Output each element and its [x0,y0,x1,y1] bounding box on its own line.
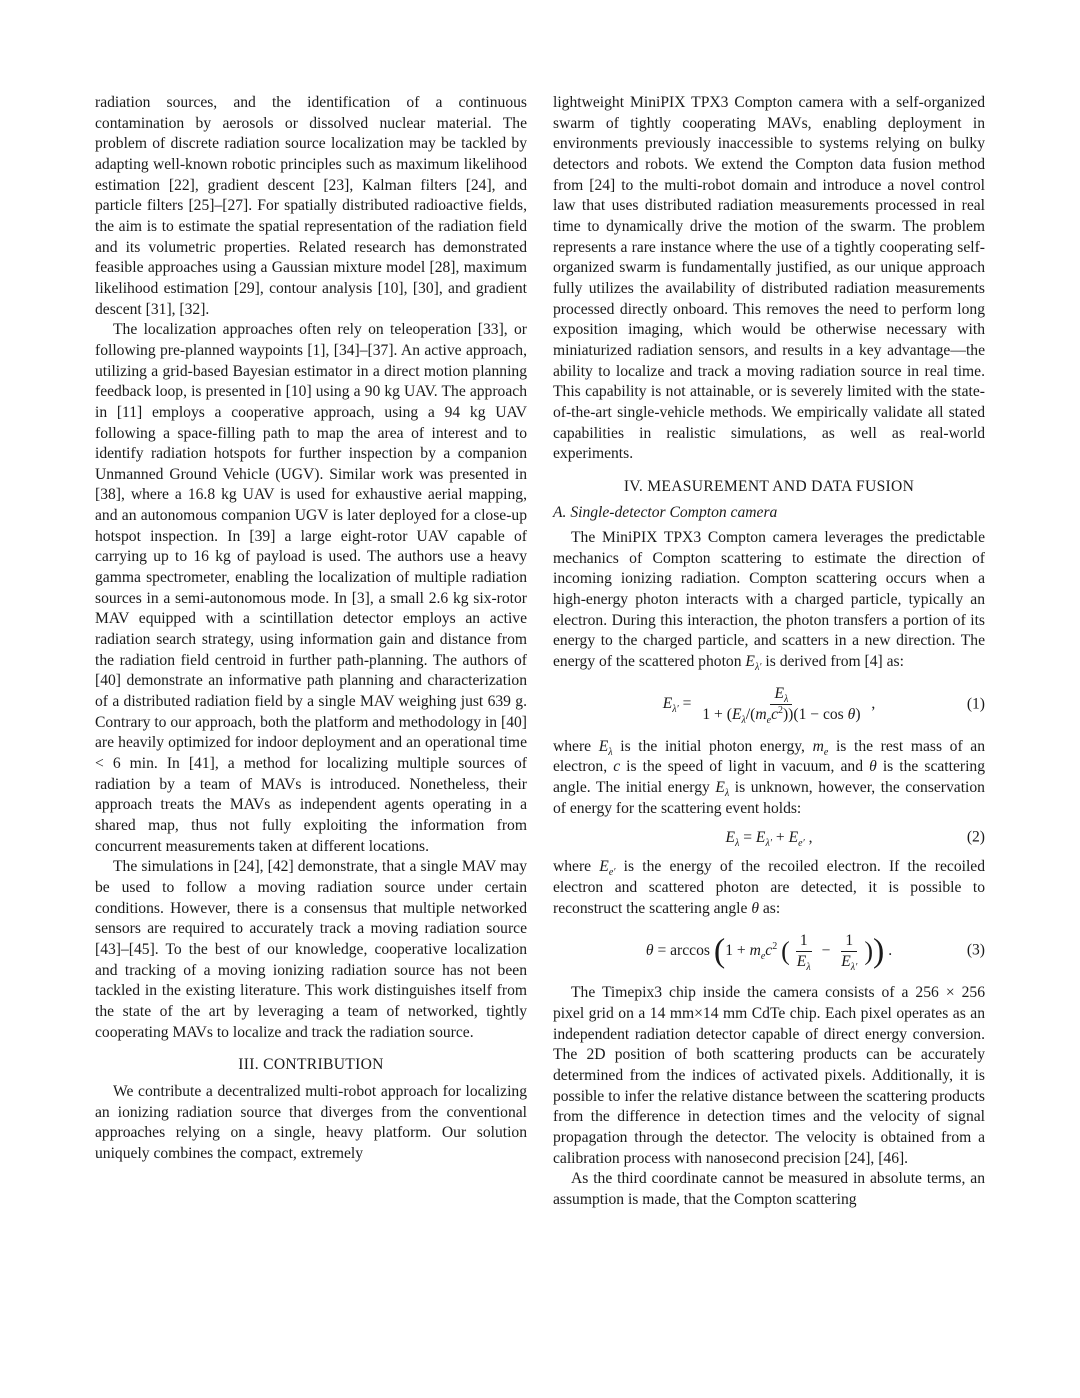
equation-1-body: $E_{\lambda'}$ = $\frac{E_\lambda}{1 + (E_\lambda/(m_ec^2))(1 - \cos \theta)}$ , [662,685,876,727]
equation-3 [553,923,985,979]
section-3-heading: III. CONTRIBUTION [238,1056,384,1074]
para2-start-text: The MiniPIX TPX3 Compton camera leverages the predictable mechanics of Compton scattering to estimate the direction of incoming ionizing radiation. Compton scattering occurs when a high-energy photon interacts with a charged particle, typically an electron. During this interaction, the photon transfers a portion of its energy to the charged particle, and scatters in a new direction. The energy of the scattered photon [553,529,985,671]
equation-1 [553,677,985,733]
right-column [553,93,985,1211]
right-paragraph-1: lightweight MiniPIX TPX3 Compton camera with a self-organized swarm of tightly cooperating MAVs, enabling deployment in environments previously inaccessible to systems relying on bulky detectors and robots. We extend the Compton data fusion method from [24] to the multi-robot domain and introduce a novel control law that uses distributed radiation measurements processed in real time to dynamically drive the motion of the swarm. The problem represents a rare instance where the use of a tightly cooperating self-organized swarm is fundamentally justified, as our unique approach fully utilizes the availability of distributed radiation measurements processed directly onboard. This removes the need to perform long exposition imaging, which would be otherwise necessary with miniaturized radiation sensors, and results in a key advantage—the ability to localize and track a moving radiation source in real time. This capability is not attainable, or is severely limited with the state-of-the-art single-vehicle methods. We empirically validate all stated capabilities in realistic simulations, as well as real-world experiments. [553,94,985,463]
section-4-heading: IV. MEASUREMENT AND DATA FUSION [623,477,915,495]
equation-3-number: (3) [966,941,985,959]
equation-2-body: $E_\lambda = E_{\lambda'} + E_{e'}$ , [725,829,813,850]
right-paragraph-3: where $E_\lambda$ is the initial photon energy, $m_e$ is the rest mass of an electron, c is the speed of light in vacuum, and θ is the scattering angle. The initial energy $E_\lambda$ is unknown, however, the conservation of energy for the scattering event holds: [553,737,985,817]
right-paragraph-2: The MiniPIX TPX3 Compton camera leverages the predictable mechanics of Compton scattering to estimate the direction of incoming ionizing radiation. Compton scattering occurs when a high-energy photon interacts with a charged particle, typically an electron. During this interaction, the photon transfers a portion of its energy to the charged particle, and scatters in a new direction. The energy of the scattered photon $E_{\lambda'}$ is derived from [4] as: [553,529,985,674]
left-paragraph-2: The localization approaches often rely on teleoperation [33], or following pre-planned waypoints [1], [34]–[37]. An active approach, utilizing a grid-based Bayesian estimator in a direct motion planning feedback loop, is presented in [10] using a 90 kg UAV. The approach in [11] employs a cooperative approach, using a 94 kg UAV following a space-filling path to map the area of interest and to identify radiation hotspots for further inspection by a companion Unmanned Ground Vehicle (UGV). Similar work was presented in [38], where a 16.8 kg UAV is used for exhaustive aerial mapping, and an autonomous companion UGV is later deployed for a close-up hotspot inspection. In [39] a large eight-rotor UAV capable of carrying up to 16 kg of payload is used. The authors use a heavy gamma spectrometer, enabling the localization of multiple radiation sources in a semi-autonomous mode. In [3], a small 2.6 kg six-rotor MAV equipped with a scintillation detector employs an active radiation search strategy, using information gain and distance from the radiation field centroid in further path-planning. The authors of [40] demonstrate an informative path planning and characterization of a distributed radiation field by a single MAV weighing just 639 g. Contrary to our approach, both the platform and methodology in [40] are heavily optimized for indoor deployment and an operational time < 6 min. In [41], a method for localizing multiple sources of radiation by a team of MAVs is introduced. Nonetheless, their approach treats the MAVs as independent agents operating in a shared map, thus not fully exploiting the information from concurrent measurements taken at different locations. [95,321,527,855]
left-column [95,93,527,1164]
para2-end-text: is derived from [4] as: [765,653,904,671]
right-paragraph-6: As the third coordinate cannot be measured in absolute terms, an assumption is made, that the Compton scattering [553,1170,985,1208]
equation-2-number: (2) [966,829,985,847]
subsection-a-heading: A. Single-detector Compton camera [553,504,778,522]
equation-1-number: (1) [966,695,985,713]
right-paragraph-4: where $E_{e'}$ is the energy of the recoiled electron. If the recoiled electron and scattered photon are detected, it is possible to reconstruct the scattering angle θ as: [553,858,986,917]
left-paragraph-3: The simulations in [24], [42] demonstrate, that a single MAV may be used to follow a moving radiation source under certain conditions. However, there is a consensus that multiple networked sensors are required to accurately track a moving radiation source [43]–[45]. To the best of our knowledge, cooperative localization and tracking of a moving ionizing radiation source has not been tackled in the existing literature. This work distinguishes itself from the state of the art by leveraging a team of networked, tightly cooperating MAVs to localize and track the radiation source. [95,858,527,1041]
left-paragraph-4: We contribute a decentralized multi-robot approach for localizing an ionizing radiation source that diverges from the conventional approaches relying on a single, heavy platform. Our solution uniquely combines the compact, extremely [95,1082,527,1162]
right-paragraph-5: The Timepix3 chip inside the camera consists of a 256 × 256 pixel grid on a 14 mm×14 mm CdTe chip. Each pixel operates as an independent radiation detector capable of direct energy conversion. The 2D position of both scattering products can be accurately determined from the indices of activated pixels. Additionally, it is possible to infer the relative distance between the scattering products from the difference in detection times and the velocity of signal propagation through the detector. The velocity is obtained from a calibration process with nanosecond precision [24], [46]. [553,984,985,1167]
equation-2 [553,823,985,853]
equation-3-body: $\theta = \arccos (1 + m_ec^2$ ( $\frac{1}{E_\lambda}$ − $\frac{1}{E_{\lambda'}}$ )) . [645,931,893,973]
left-paragraph-1: radiation sources, and the identification of a continuous contamination by aerosols or dissolved nuclear material. The problem of discrete radiation source localization may be tackled by adapting well-known robotic principles such as maximum likelihood estimation [22], gradient descent [23], Kalman filters [24], and particle filters [25]–[27]. For spatially distributed radioactive fields, the aim is to estimate the spatial representation of the radiation field and its volumetric properties. Related research has demonstrated feasible approaches using a Gaussian mixture model [28], maximum likelihood estimation [29], contour analysis [10], [30], and gradient descent [31], [32]. [95,94,527,318]
